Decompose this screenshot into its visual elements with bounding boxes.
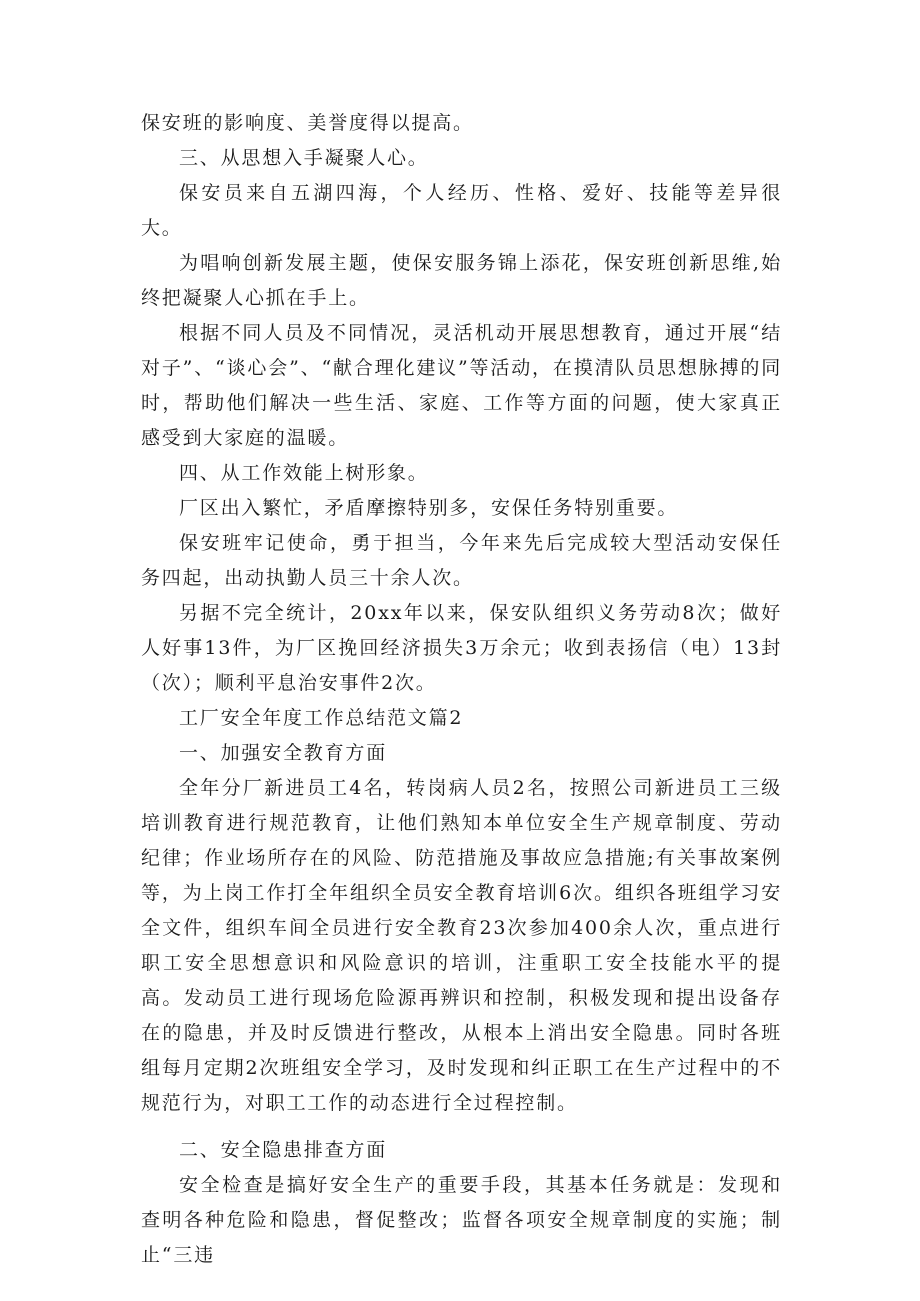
paragraph-3: 为唱响创新发展主题，使保安服务锦上添花，保安班创新思维,始终把凝聚人心抓在手上。 bbox=[141, 252, 782, 309]
section-heading-education: 一、加强安全教育方面 bbox=[179, 742, 388, 764]
paragraph-1: 保安班的影响度、美誉度得以提高。 bbox=[141, 112, 474, 134]
paragraph-2: 保安员来自五湖四海，个人经历、性格、爱好、技能等差异很大。 bbox=[141, 182, 782, 239]
section-heading-4: 四、从工作效能上树形象。 bbox=[179, 462, 429, 484]
paragraph-9: 安全检查是搞好安全生产的重要手段，其基本任务就是：发现和查明各种危险和隐患，督促整改；监督各项安全规章制度的实施；制止“三违 bbox=[141, 1174, 782, 1266]
paragraph-6: 保安班牢记使命，勇于担当，今年来先后完成较大型活动安保任务四起，出动执勤人员三十余人次。 bbox=[141, 532, 782, 589]
paragraph-7: 另据不完全统计，20xx年以来，保安队组织义务劳动8次；做好人好事13件，为厂区挽回经济损失3万余元；收到表扬信（电）13封（次）；顺利平息治安事件2次。 bbox=[141, 602, 782, 694]
paragraph-8: 全年分厂新进员工4名，转岗病人员2名，按照公司新进员工三级培训教育进行规范教育，让他们熟知本单位安全生产规章制度、劳动纪律；作业场所存在的风险、防范措施及事故应急措施;有关事故案例等，为上岗工作打全年组织全员安全教育培训6次。组织各班组学习安全文件，组织车间全员进行安全教育23次参加400余人次，重点进行职工安全思想意识和风险意识的培训，注重职工安全技能水平的提高。发动员工进行现场危险源再辨识和控制，积极发现和提出设备存在的隐患，并及时反馈进行整改，从根本上消出安全隐患。同时各班组每月定期2次班组安全学习，及时发现和纠正职工在生产过程中的不规范行为，对职工工作的动态进行全过程控制。 bbox=[141, 777, 782, 1114]
paragraph-5: 厂区出入繁忙，矛盾摩擦特别多，安保任务特别重要。 bbox=[179, 497, 679, 519]
section-heading-hazard: 二、安全隐患排查方面 bbox=[179, 1139, 388, 1161]
section-heading-3: 三、从思想入手凝聚人心。 bbox=[179, 147, 429, 169]
article-title-2: 工厂安全年度工作总结范文篇2 bbox=[179, 707, 464, 729]
paragraph-4: 根据不同人员及不同情况，灵活机动开展思想教育，通过开展“结对子”、“谈心会”、“献合理化建议”等活动，在摸清队员思想脉搏的同时，帮助他们解决一些生活、家庭、工作等方面的问题，使大家真正感受到大家庭的温暖。 bbox=[141, 322, 782, 449]
